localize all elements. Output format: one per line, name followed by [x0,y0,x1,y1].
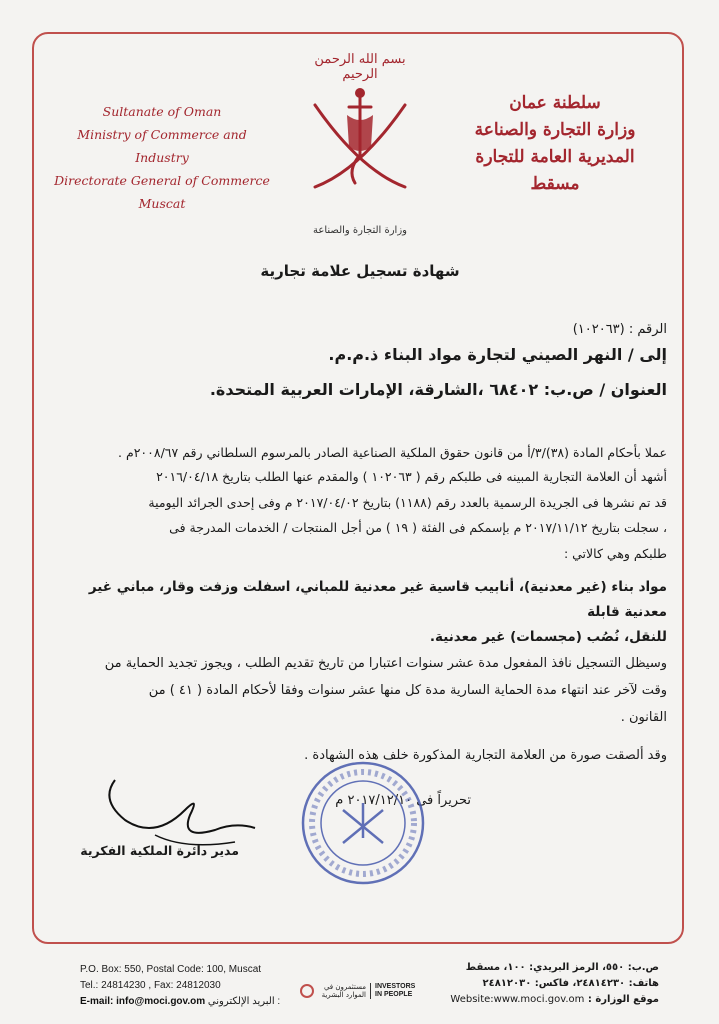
addressee: إلى / النهر الصيني لتجارة مواد البناء ذ.م.م. [328,345,667,364]
investors-logo-icon [300,984,314,998]
body-line: أشهد أن العلامة التجارية المبينه فى طلبكم رقم ( ١٠٢٠٦٣ ) والمقدم عنها الطلب بتاريخ ٢٠١٦/٠٤/١٨ [156,469,667,484]
validity-line: وقت لآخر عند انتهاء مدة الحماية السارية مدة كل منها عشر سنوات وفقا لأحكام المادة ( ٤١ ) من [148,683,667,698]
city-name-en: Muscat [138,196,186,211]
body-line: طلبكم وهي كالاتي : [563,546,667,561]
footer-contact-arabic [419,960,659,1008]
official-stamp-icon [298,758,428,888]
footer-contact-english [80,962,310,1010]
validity-paragraph [47,650,667,731]
ministry-name-ar: وزارة التجارة والصناعة [474,120,636,140]
body-line: عملا بأحكام المادة (٣٨)/٣/أ من قانون حقوق الملكية الصناعية الصادر بالمرسوم السلطاني رقم ٢٠٠٨/٦٧م . [118,445,667,460]
investors-label-en-line: INVESTORS [375,983,416,990]
body-line: قد تم نشرها فى الجريدة الرسمية بالعدد رقم (١١٨٨) بتاريخ ٢٠١٧/٠٤/٠٢ م وفى إحدى الجرائد اليومية [148,495,667,510]
address: العنوان / ص.ب: ٦٨٤٠٢ ،الشارقة، الإمارات العربية المتحدة. [209,380,667,399]
certificate-title: شهادة تسجيل علامة تجارية [260,262,460,280]
ministry-seal-caption: وزارة التجارة والصناعة [313,225,407,236]
footer-po-box: P.O. Box: 550, Postal Code: 100, Muscat [80,964,262,975]
footer-po-box-ar: ص.ب: ٥٥٠، الرمز البريدي: ١٠٠، مسقط [465,962,659,973]
footer-email[interactable]: E-mail: info@moci.gov.om [80,996,206,1007]
ministry-name-en: Ministry of Commerce and Industry [77,127,247,165]
basmala: بسم الله الرحمن الرحيم [314,52,406,82]
validity-line: وسيظل التسجيل نافذ المفعول مدة عشر سنوات اعتبارا من تاريخ تقديم الطلب ، ويجوز تجديد الحماية من [104,656,667,671]
footer-email-label-ar: البريد الإلكتروني : [207,996,281,1007]
goods-line: مواد بناء (غير معدنية)، أنابيب قاسية غير معدنية للمباني، اسفلت وزفت وقار، مباني غير معدنية قابلة [88,579,667,620]
issue-date: تحريراً فى ٢٠١٧/١٢/١٠ م [335,793,471,808]
investors-label-en [370,983,415,999]
country-name-en: Sultanate of Oman [102,104,222,119]
letterhead-english [52,100,272,215]
directorate-name-ar: المديرية العامة للتجارة [475,147,635,167]
city-name-ar: مسقط [530,174,580,194]
reference-number: الرقم : (١٠٢٠٦٣) [572,322,667,337]
footer-website[interactable]: Website:www.moci.gov.om [450,994,585,1005]
investors-in-people-logo [300,983,415,999]
footer-phone-fax-ar: هاتف: ٢٤٨١٤٢٣٠، فاكس: ٢٤٨١٢٠٣٠ [482,978,659,989]
body-line: ، سجلت بتاريخ ٢٠١٧/١١/١٢ م بإسمكم فى الفئة ( ١٩ ) من أجل المنتجات / الخدمات المدرجة فى [169,520,667,535]
directorate-name-en: Directorate General of Commerce [54,173,270,188]
attachment-note: وقد ألصقت صورة من العلامة التجارية المذكورة خلف هذه الشهادة . [304,748,667,763]
oman-emblem-icon [305,75,415,195]
director-title: مدير دائرة الملكية الفكرية [80,843,239,858]
country-name-ar: سلطنة عمان [509,93,601,113]
footer-website-label-ar: موقع الوزارة : [587,994,659,1005]
goods-list [47,575,667,650]
investors-label-en-line: IN PEOPLE [375,991,413,998]
footer-phone-fax: Tel.: 24814230 , Fax: 24812030 [80,980,221,991]
validity-line: القانون . [620,710,667,725]
investors-label-ar: مستثمرون في الموارد البشرية [321,983,366,999]
letterhead-arabic [455,90,655,198]
goods-line: للنقل، نُصُب (مجسمات) غير معدنية. [429,629,667,645]
